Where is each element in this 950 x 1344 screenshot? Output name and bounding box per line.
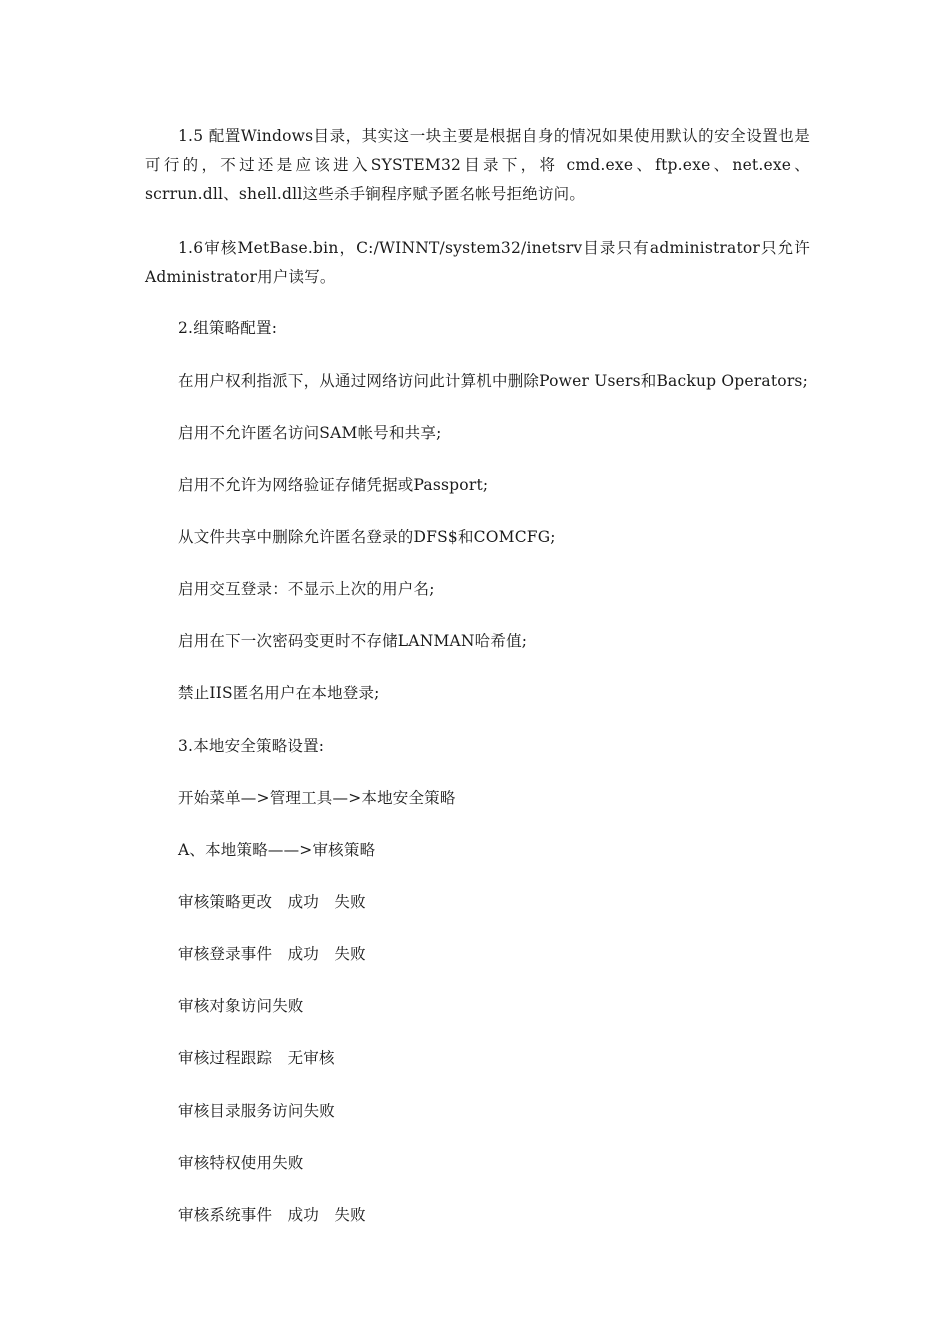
audit-item: 审核对象访问失败 <box>178 997 304 1015</box>
paragraph-windows-directory: 1.5 配置Windows目录，其实这一块主要是根据自身的情况如果使用默认的安全设置也是可行的，不过还是应该进入SYSTEM32目录下，将 cmd.exe、ftp.exe、net.exe、scrrun.dll、shell.dll这些杀手锏程序赋予匿名帐号拒绝访问。 <box>145 127 810 203</box>
audit-item: 审核登录事件 成功 失败 <box>178 945 366 963</box>
audit-item: 审核策略更改 成功 失败 <box>178 893 366 911</box>
text-line: 启用交互登录：不显示上次的用户名; <box>178 580 435 598</box>
text-line: 启用不允许为网络验证存储凭据或Passport; <box>178 476 489 494</box>
text-line: 禁止IIS匿名用户在本地登录; <box>178 684 380 702</box>
heading-local-security-policy: 3.本地安全策略设置: <box>178 737 325 755</box>
text-line: 启用在下一次密码变更时不存储LANMAN哈希值; <box>178 632 528 650</box>
heading-group-policy: 2.组策略配置: <box>178 319 278 337</box>
paragraph-metabase-audit: 1.6审核MetBase.bin，C:/WINNT/system32/inetsrv目录只有administrator只允许Administrator用户读写。 <box>145 239 810 286</box>
audit-item: 审核特权使用失败 <box>178 1154 304 1172</box>
text-line: 开始菜单—>管理工具—>本地安全策略 <box>178 789 456 807</box>
text-line: A、本地策略——>审核策略 <box>178 841 376 859</box>
text-line: 启用不允许匿名访问SAM帐号和共享; <box>178 424 442 442</box>
text-line: 在用户权利指派下，从通过网络访问此计算机中删除Power Users和Backup Operators; <box>178 372 809 390</box>
audit-item: 审核系统事件 成功 失败 <box>178 1206 366 1224</box>
text-line: 从文件共享中删除允许匿名登录的DFS$和COMCFG; <box>178 528 556 546</box>
audit-item: 审核过程跟踪 无审核 <box>178 1049 335 1067</box>
audit-item: 审核目录服务访问失败 <box>178 1102 336 1120</box>
